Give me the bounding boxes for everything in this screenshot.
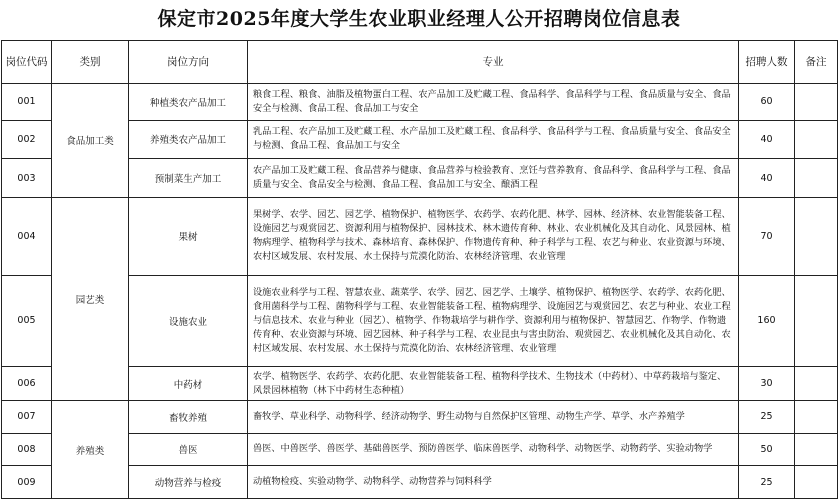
cell-code: 005 — [2, 275, 52, 367]
cell-count: 160 — [739, 275, 795, 367]
cell-direction: 预制菜生产加工 — [129, 159, 248, 198]
cell-remark — [795, 433, 838, 466]
cell-count: 40 — [739, 120, 795, 159]
cell-direction: 种植类农产品加工 — [129, 83, 248, 120]
cell-count: 50 — [739, 433, 795, 466]
cell-code: 006 — [2, 367, 52, 401]
cell-remark — [795, 198, 838, 276]
cell-remark — [795, 466, 838, 499]
cell-major: 兽医、中兽医学、兽医学、基础兽医学、预防兽医学、临床兽医学、动物科学、动物医学、动物药学、实验动物学 — [248, 433, 739, 466]
cell-major: 动植物检疫、实验动物学、动物科学、动物营养与饲料科学 — [248, 466, 739, 499]
cell-code: 007 — [2, 401, 52, 434]
cell-count: 25 — [739, 401, 795, 434]
cell-count: 25 — [739, 466, 795, 499]
cell-remark — [795, 120, 838, 159]
cell-direction: 动物营养与检疫 — [129, 466, 248, 499]
cell-major: 农学、植物医学、农药学、农药化肥、农业智能装备工程、植物科学技术、生物技术（中药材）、中草药栽培与鉴定、风景园林植物（林下中药材生态种植） — [248, 367, 739, 401]
cell-direction: 果树 — [129, 198, 248, 276]
header-direction: 岗位方向 — [129, 41, 248, 84]
cell-major: 果树学、农学、园艺、园艺学、植物保护、植物医学、农药学、农药化肥、林学、园林、经济林、农业智能装备工程、设施园艺与观赏园艺、资源利用与植物保护、园林技术、林木遗传育种、林业、农业机械化及其自动化、风景园林、植物病理学、植物科学与技术、森林培育、森林保护、作物遗传育种、种子科学与工程、农艺与种业、农业资源与环境、农村区域发展、农村发展、水土保持与荒漠化防治、农林经济管理、农业管理 — [248, 198, 739, 276]
cell-count: 60 — [739, 83, 795, 120]
cell-category: 养殖类 — [52, 401, 129, 499]
cell-count: 30 — [739, 367, 795, 401]
header-count: 招聘人数 — [739, 41, 795, 84]
cell-direction: 畜牧养殖 — [129, 401, 248, 434]
cell-remark — [795, 83, 838, 120]
table-row — [2, 198, 838, 276]
cell-direction: 养殖类农产品加工 — [129, 120, 248, 159]
header-remark: 备注 — [795, 41, 838, 84]
cell-direction: 兽医 — [129, 433, 248, 466]
cell-major: 乳品工程、农产品加工及贮藏工程、水产品加工及贮藏工程、食品科学、食品科学与工程、食品质量与安全、食品安全与检测、食品工程、食品加工与安全 — [248, 120, 739, 159]
cell-code: 004 — [2, 198, 52, 276]
cell-category: 园艺类 — [52, 198, 129, 401]
cell-count: 40 — [739, 159, 795, 198]
cell-direction: 设施农业 — [129, 275, 248, 367]
cell-code: 008 — [2, 433, 52, 466]
table-row — [2, 401, 838, 434]
cell-code: 001 — [2, 83, 52, 120]
page-title: 保定市2025年度大学生农业职业经理人公开招聘岗位信息表 — [157, 8, 681, 30]
cell-remark — [795, 367, 838, 401]
cell-major: 畜牧学、草业科学、动物科学、经济动物学、野生动物与自然保护区管理、动物生产学、草学、水产养殖学 — [248, 401, 739, 434]
cell-remark — [795, 159, 838, 198]
cell-code: 009 — [2, 466, 52, 499]
header-major: 专业 — [248, 41, 739, 84]
cell-direction: 中药材 — [129, 367, 248, 401]
table-header-row — [2, 41, 838, 84]
cell-major: 农产品加工及贮藏工程、食品营养与健康、食品营养与检验教育、烹饪与营养教育、食品科学、食品科学与工程、食品质量与安全、食品安全与检测、食品工程、食品加工与安全、酿酒工程 — [248, 159, 739, 198]
cell-major: 粮食工程、粮食、油脂及植物蛋白工程、农产品加工及贮藏工程、食品科学、食品科学与工程、食品质量与安全、食品安全与检测、食品工程、食品加工与安全 — [248, 83, 739, 120]
table-row — [2, 83, 838, 120]
cell-remark — [795, 275, 838, 367]
cell-remark — [795, 401, 838, 434]
cell-code: 002 — [2, 120, 52, 159]
header-category: 类别 — [52, 41, 129, 84]
header-code: 岗位代码 — [2, 41, 52, 84]
cell-major: 设施农业科学与工程、智慧农业、蔬菜学、农学、园艺、园艺学、土壤学、植物保护、植物医学、农药学、农药化肥、食用菌科学与工程、菌物科学与工程、农业智能装备工程、植物病理学、设施园艺与观赏园艺、农艺与种业、农业工程与信息技术、农业与种业（园艺）、植物学、作物栽培学与耕作学、资源利用与植物保护、智慧园艺、作物学、作物遗传育种、农业资源与环境、园艺园林、种子科学与工程、农业昆虫与害虫防治、观赏园艺、农业机械化及其自动化、农村区域发展、农村发展、水土保持与荒漠化防治、农林经济管理、农业管理 — [248, 275, 739, 367]
cell-code: 003 — [2, 159, 52, 198]
cell-count: 70 — [739, 198, 795, 276]
cell-category: 食品加工类 — [52, 83, 129, 197]
job-positions-table — [1, 40, 838, 499]
